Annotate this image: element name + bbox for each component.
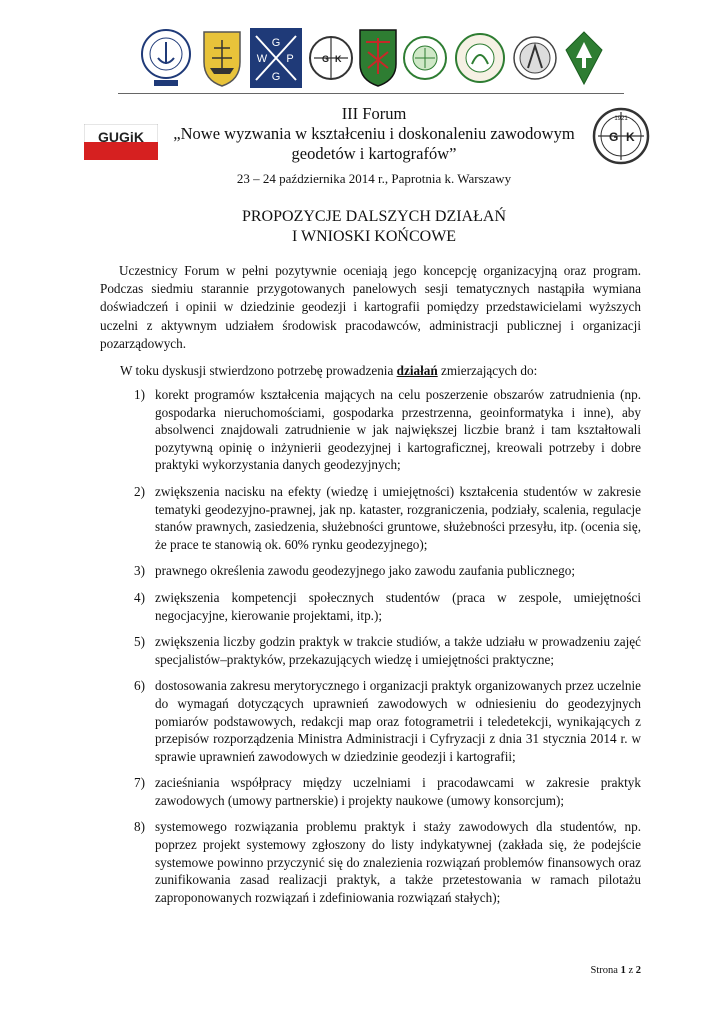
wgp-logo <box>250 28 302 88</box>
list-item <box>0 774 641 809</box>
list-item-number: 1) <box>134 387 145 402</box>
list-item-number: 2) <box>134 483 145 499</box>
list-item-text: zacieśniania współpracy między uczelniami i pracodawcami w zakresie praktyk zawodowych (umowy partnerskie) i projekty naukowe (umowy konsorcjum); <box>155 775 641 808</box>
list-item-number: 6) <box>134 678 145 694</box>
forum-title-line3: geodetów i kartografów” <box>291 144 457 163</box>
forum-dates: 23 – 24 października 2014 r., Paprotnia k. Warszawy <box>236 171 512 186</box>
svg-text:G: G <box>271 37 281 49</box>
round-emblem-logo-3 <box>512 28 558 88</box>
list-item <box>0 633 641 668</box>
list-item-text: systemowego rozwiązania problemu praktyk i staży zawodowych dla studentów, np. poprzez projekt systemowy zgłoszony do listy indykatywnej (zakłada się, że podejście systemowe powinno przyczynić się do znalezienia rozwiązań problemów finansowych oraz zunifikowania zasad realizacji praktyk, a także przetestowania w ramach pilotażu zaproponowanych rozwiązań i zdefiniowania rozwiązań stałych); <box>155 819 641 905</box>
list-item-text: zwiększenia liczby godzin praktyk w trakcie studiów, a także udziału w prowadzeniu zajęć specjalistów–praktyków, przekazujących wiedzę i umiejętności praktyczne; <box>155 634 641 667</box>
list-item-text: prawnego określenia zawodu geodezyjnego jako zawodu zaufania publicznego; <box>155 563 575 579</box>
list-item <box>0 589 641 624</box>
list-item <box>0 483 641 553</box>
svg-text:G: G <box>322 54 330 64</box>
list-item-text: dostosowania zakresu merytorycznego i organizacji praktyk organizowanych przez uczelnie do wymagań dotyczących uprawnień zawodowych w odniesieniu do geodezyjnych pomiarów podstawowych, redakcji map oraz fotogrametrii i teledetekcji, wynikających z przepisów rozporządzenia Ministra Administracji i Cyfryzacji z dnia 31 stycznia 2014 r. w sprawie uprawnień zawodowych w dziedzinie geodezji i kartografii; <box>155 678 641 764</box>
list-item <box>0 562 641 580</box>
svg-text:K: K <box>335 54 342 64</box>
svg-text:1921: 1921 <box>614 116 628 122</box>
footer-total: 2 <box>635 965 641 976</box>
footer-page: 1 <box>620 965 626 976</box>
action-list <box>0 386 725 906</box>
list-item <box>0 386 641 474</box>
list-item <box>0 677 641 765</box>
page-footer <box>591 965 641 976</box>
forum-title-line2: „Nowe wyzwania w kształceniu i doskonaleniu zawodowym <box>173 124 575 143</box>
list-item-number: 8) <box>134 819 145 835</box>
forum-title-line1: III Forum <box>341 104 407 123</box>
round-emblem-logo-1 <box>402 28 448 88</box>
akademia-morska-szczecin-logo <box>140 28 192 88</box>
intro-paragraph: Uczestnicy Forum w pełni pozytywnie oceniają jego koncepcję organizacyjną oraz program. Podczas siedmiu starannie przygotowanych panelowych sesji tematycznych nastąpiła wymiana doświadczeń i opinii w dziedzinie geodezji i kartografii pomiędzy przedstawicielami wyższych uczelni z aktywnym udziałem środowisk pracodawców, administracji publicznej i organizacji pozarządowych. <box>100 263 641 351</box>
forum-title <box>150 104 598 164</box>
list-item <box>0 818 641 906</box>
list-item-text: zwiększenia kompetencji społecznych studentów (praca w zespole, umiejętności negocjacyjne, kierowanie projektami, itp.); <box>155 589 641 623</box>
tree-emblem-logo <box>564 28 604 88</box>
list-item-text: korekt programów kształcenia mających na celu poszerzenie obszarów zatrudnienia (np. gospodarka nieruchomościami, gospodarka przestrzenna, geoinformatyka i inne), aby absolwenci znajdowali zatrudnienie w jak największej liczbie branż i tam kształtowali pozytywną opinię o inżynierii geodezyjnej i kartograficznej, kreowali potrzeby i dobre praktyki wykorzystania danych geodezyjnych; <box>155 387 641 473</box>
list-item-number: 3) <box>134 563 145 579</box>
svg-text:P: P <box>286 53 294 65</box>
page-heading-line1: PROPOZYCJE DALSZYCH DZIAŁAŃ <box>241 208 506 225</box>
list-item-number: 5) <box>134 634 145 650</box>
lead-bold: działań <box>396 363 438 378</box>
svg-text:W: W <box>256 53 268 65</box>
page-heading <box>150 207 598 247</box>
gk-1921-logo <box>308 28 354 88</box>
partner-logos <box>140 28 590 88</box>
ship-emblem-logo <box>198 28 246 88</box>
gugik-logo <box>84 124 158 160</box>
footer-label: Strona <box>590 965 618 976</box>
list-item-text: zwiększenia nacisku na efekty (wiedzę i umiejętności) kształcenia studentów w zakresie tematyki geodezyjno-prawnej, jak np. kataster, rozgraniczenia, podziały, scalenia, regulacje stanów prawnych, zasiedzenia, służebności gruntowe, służebności przesyłu, itp. (ocenia się, że prace te stanowią ok. 60% rynku geodezyjnego); <box>155 483 641 552</box>
list-item-number: 7) <box>134 775 145 791</box>
svg-text:K: K <box>626 130 635 144</box>
svg-text:G: G <box>609 130 619 144</box>
page-heading-line2: I WNIOSKI KOŃCOWE <box>291 228 457 245</box>
footer-of: z <box>628 965 634 976</box>
lead-sentence <box>120 363 537 379</box>
svg-text:GUGiK: GUGiK <box>98 129 144 145</box>
round-emblem-logo-2 <box>454 28 506 88</box>
lead-before: W toku dyskusji stwierdzono potrzebę prowadzenia <box>120 363 397 378</box>
lead-after: zmierzających do: <box>437 363 538 378</box>
gk-1921-forum-logo <box>592 104 650 168</box>
list-item-number: 4) <box>134 589 145 605</box>
header-divider <box>118 93 624 94</box>
wydzial-ladowy-logo <box>358 28 398 88</box>
svg-text:G: G <box>271 71 281 83</box>
